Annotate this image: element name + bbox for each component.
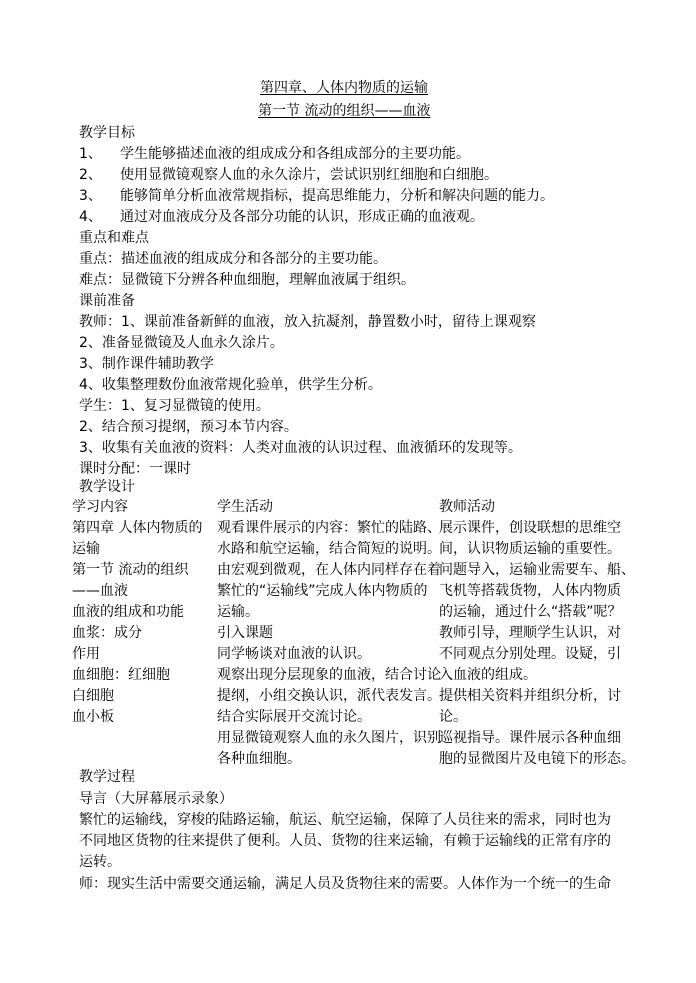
goal-number: 2、 xyxy=(79,167,102,183)
content-line: 血小板 xyxy=(72,709,114,725)
preparation-line: 学生：1、复习显微镜的使用。 xyxy=(79,398,270,414)
student-line: 提纲，小组交换认识，派代表发言。 xyxy=(217,688,441,704)
student-line: 运输。 xyxy=(217,604,259,620)
preparation-line: 3、收集有关血液的资料：人类对血液的认识过程、血液循环的发现等。 xyxy=(79,440,522,456)
content-line: 第一节 流动的组织 xyxy=(72,562,189,578)
goal-text: 学生能够描述血液的组成成分和各组成部分的主要功能。 xyxy=(120,146,470,162)
teacher-line: 展示课件，创设联想的思维空 xyxy=(439,520,621,536)
student-line: 观看课件展示的内容：繁忙的陆路、 xyxy=(217,520,441,536)
student-line: 观察出现分层现象的血液，结合讨论 xyxy=(217,667,441,683)
content-line: ——血液 xyxy=(72,583,128,599)
teacher-line: 间，认识物质运输的重要性。 xyxy=(439,541,621,557)
preparation-line: 教师：1、课前准备新鲜的血液，放入抗凝剂，静置数小时，留待上课观察 xyxy=(79,314,536,330)
process-paragraph-line: 不同地区货物的往来提供了便利。人员、货物的往来运输，有赖于运输线的正常有序的 xyxy=(79,833,611,849)
goal-number: 3、 xyxy=(79,188,102,204)
content-line: 运输 xyxy=(72,541,100,557)
keypoints-heading: 重点和难点 xyxy=(79,230,149,246)
goal-number: 4、 xyxy=(79,209,102,225)
goal-text: 能够简单分析血液常规指标，提高思维能力，分析和解决问题的能力。 xyxy=(120,188,554,204)
student-line: 同学畅谈对血液的认识。 xyxy=(217,646,371,662)
content-line: 白细胞 xyxy=(72,688,114,704)
design-header-teacher: 教师活动 xyxy=(439,499,495,515)
preparation-heading: 课前准备 xyxy=(79,293,135,309)
preparation-line: 2、准备显微镜及人血永久涂片。 xyxy=(79,335,284,351)
goal-number: 1、 xyxy=(79,146,102,162)
focus-text: 重点：描述血液的组成成分和各部分的主要功能。 xyxy=(79,251,387,267)
student-line: 由宏观到微观，在人体内同样存在着 xyxy=(217,562,441,578)
teacher-line: 的运输，通过什么“搭载”呢？ xyxy=(439,604,622,620)
student-line: 繁忙的“运输线”完成人体内物质的 xyxy=(217,583,428,599)
section-title: 第一节 流动的组织——血液 xyxy=(258,103,431,119)
teacher-line: 提供相关资料并组织分析，讨 xyxy=(439,688,621,704)
content-line: 第四章 人体内物质的 xyxy=(72,520,203,536)
content-line: 血液的组成和功能 xyxy=(72,604,184,620)
content-line: 血细胞：红细胞 xyxy=(72,667,170,683)
process-paragraph-line: 繁忙的运输线，穿梭的陆路运输，航运、航空运输，保障了人员往来的需求，同时也为 xyxy=(79,812,611,828)
content-line: 作用 xyxy=(72,646,100,662)
preparation-line: 3、制作课件辅助教学 xyxy=(79,356,214,372)
design-header-student: 学生活动 xyxy=(217,499,273,515)
teacher-line: 入血液的组成。 xyxy=(439,667,537,683)
process-intro: 导言（大屏幕展示录象） xyxy=(79,791,233,807)
preparation-line: 4、收集整理数份血液常规化验单，供学生分析。 xyxy=(79,377,382,393)
student-line: 引入课题 xyxy=(217,625,273,641)
process-paragraph-line: 师：现实生活中需要交通运输，满足人员及货物往来的需要。人体作为一个统一的生命 xyxy=(79,876,611,892)
teacher-line: 问题导入，运输业需要车、船、 xyxy=(439,562,635,578)
content-line: 血浆：成分 xyxy=(72,625,142,641)
chapter-title: 第四章、人体内物质的运输 xyxy=(260,80,428,96)
teacher-line: 不同观点分别处理。设疑，引 xyxy=(439,646,621,662)
student-line: 用显微镜观察人血的永久图片，识别 xyxy=(217,730,441,746)
teacher-line: 论。 xyxy=(439,709,467,725)
difficulty-text: 难点：显微镜下分辨各种血细胞，理解血液属于组织。 xyxy=(79,272,415,288)
goal-text: 使用显微镜观察人血的永久涂片，尝试识别红细胞和白细胞。 xyxy=(120,167,498,183)
student-line: 水路和航空运输，结合简短的说明。 xyxy=(217,541,441,557)
design-heading: 教学设计 xyxy=(79,479,135,495)
student-line: 各种血细胞。 xyxy=(217,751,301,767)
student-line: 结合实际展开交流讨论。 xyxy=(217,709,371,725)
teacher-line: 胞的显微图片及电镜下的形态。 xyxy=(439,751,635,767)
teacher-line: 巡视指导。课件展示各种血细 xyxy=(439,730,621,746)
teacher-line: 教师引导，理顺学生认识，对 xyxy=(439,625,621,641)
process-heading: 教学过程 xyxy=(79,769,135,785)
goals-heading: 教学目标 xyxy=(79,125,135,141)
design-header-content: 学习内容 xyxy=(72,499,128,515)
process-paragraph-line: 运转。 xyxy=(79,854,121,870)
teacher-line: 飞机等搭载货物，人体内物质 xyxy=(439,583,621,599)
preparation-line: 2、结合预习提纲，预习本节内容。 xyxy=(79,419,298,435)
class-hours: 课时分配：一课时 xyxy=(79,461,191,477)
goal-text: 通过对血液成分及各部分功能的认识，形成正确的血液观。 xyxy=(120,209,484,225)
